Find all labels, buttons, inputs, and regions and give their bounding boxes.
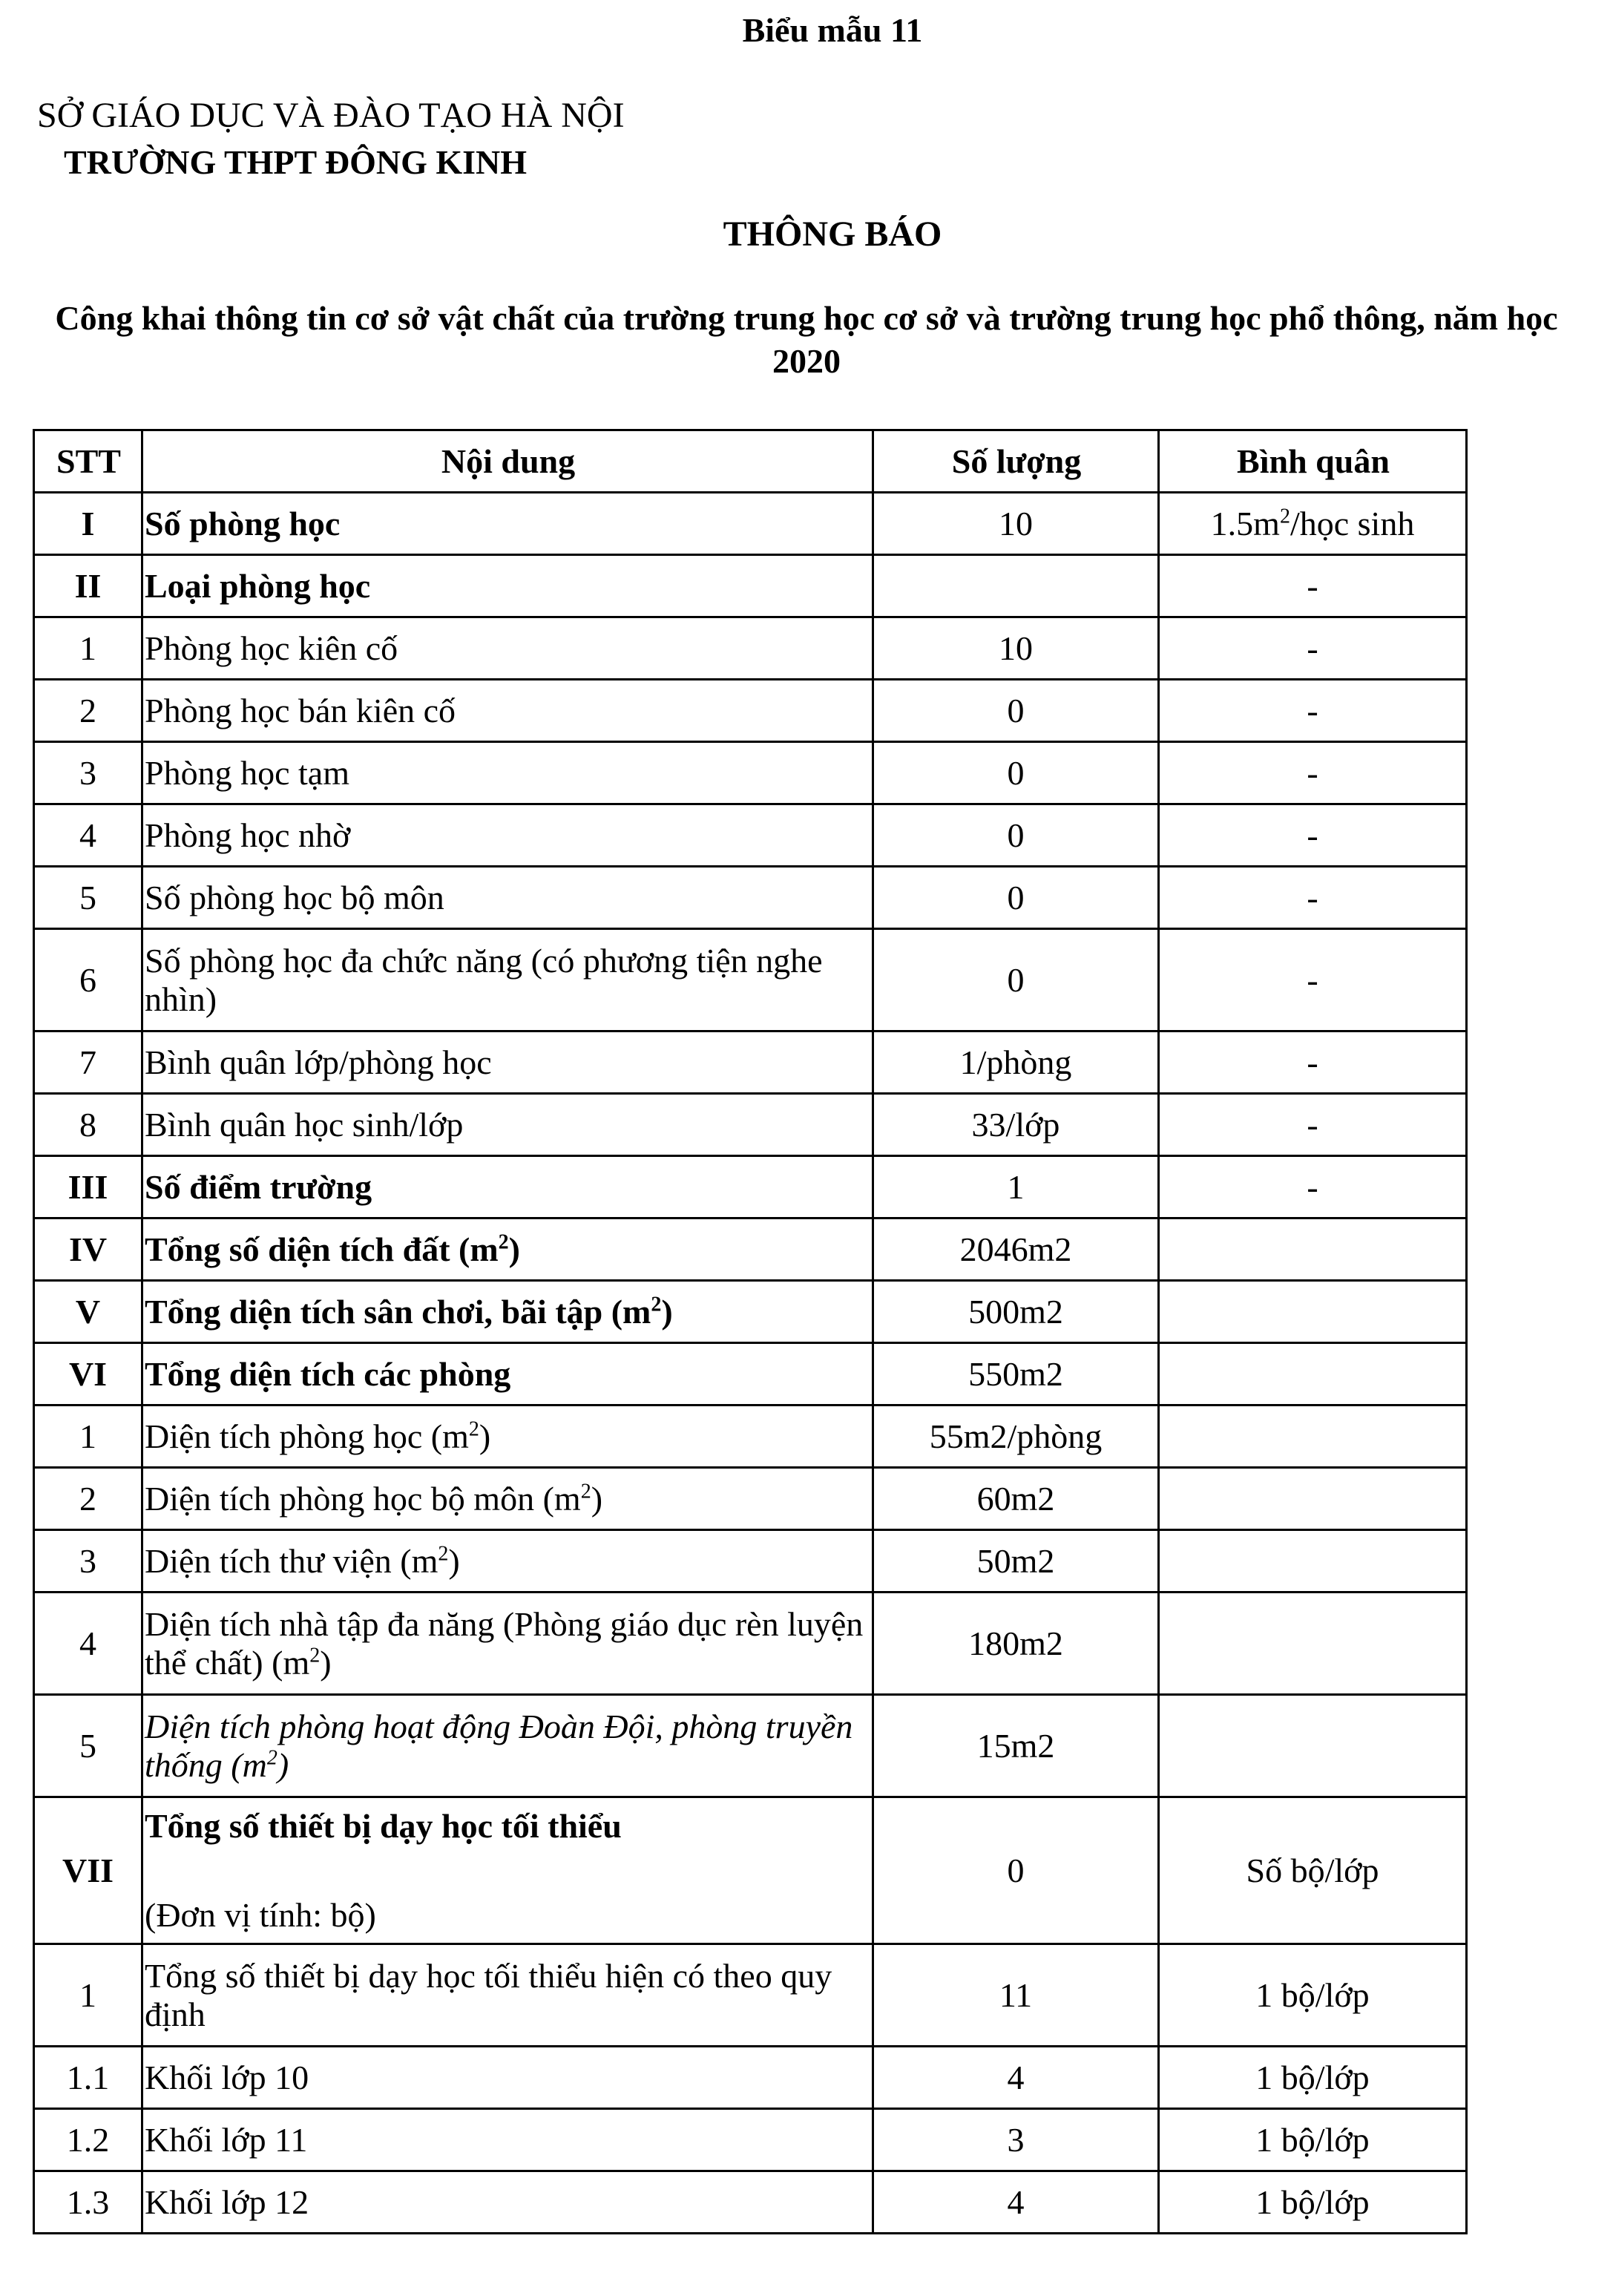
row-stt: 1 <box>34 617 142 680</box>
row-content <box>142 1281 873 1343</box>
table-row <box>34 929 1467 1031</box>
row-average: - <box>1159 680 1467 742</box>
row-content <box>142 1695 873 1797</box>
row-content: Bình quân lớp/phòng học <box>142 1031 873 1094</box>
row-quantity: 1 <box>873 1156 1159 1218</box>
row-average: Số bộ/lớp <box>1159 1797 1467 1944</box>
table-row <box>34 1797 1467 1944</box>
content-suffix: ) <box>448 1541 460 1580</box>
row-content: Bình quân học sinh/lớp <box>142 1094 873 1156</box>
row-average <box>1159 1695 1467 1797</box>
row-average <box>1159 1281 1467 1343</box>
row-content <box>142 1530 873 1593</box>
row-average: - <box>1159 867 1467 929</box>
row-average <box>1159 493 1467 555</box>
content-text: Tổng số diện tích đất (m <box>145 1230 499 1268</box>
table-row <box>34 867 1467 929</box>
row-quantity: 0 <box>873 804 1159 867</box>
row-average: - <box>1159 1094 1467 1156</box>
row-content <box>142 1218 873 1281</box>
table-row <box>34 804 1467 867</box>
row-average: - <box>1159 555 1467 617</box>
row-stt: 1 <box>34 1406 142 1468</box>
row-stt: 2 <box>34 1468 142 1530</box>
row-content <box>142 1468 873 1530</box>
row-quantity: 50m2 <box>873 1530 1159 1593</box>
row-quantity: 0 <box>873 929 1159 1031</box>
department-name: SỞ GIÁO DỤC VÀ ĐÀO TẠO HÀ NỘI <box>37 96 625 135</box>
content-text: Diện tích nhà tập đa năng (Phòng giáo dục rèn luyện thể chất) (m <box>145 1604 864 1682</box>
content-superscript: 2 <box>309 1644 321 1667</box>
form-label: Biểu mẫu 11 <box>742 11 923 49</box>
school-name: TRƯỜNG THPT ĐÔNG KINH <box>64 143 528 181</box>
row-content: Phòng học kiên cố <box>142 617 873 680</box>
content-suffix: ) <box>591 1479 603 1518</box>
table-row <box>34 1094 1467 1156</box>
row-content <box>142 1593 873 1695</box>
row-quantity: 0 <box>873 680 1159 742</box>
table-row <box>34 1281 1467 1343</box>
row-average: - <box>1159 929 1467 1031</box>
row-stt: 2 <box>34 680 142 742</box>
row-content: Khối lớp 11 <box>142 2109 873 2171</box>
table-row <box>34 1468 1467 1530</box>
row-quantity <box>873 555 1159 617</box>
row-stt: 3 <box>34 1530 142 1593</box>
row-average: 1 bộ/lớp <box>1159 1944 1467 2047</box>
content-text: Diện tích phòng học bộ môn (m <box>145 1479 581 1518</box>
row-stt: 3 <box>34 742 142 804</box>
table-header-row <box>34 430 1467 493</box>
table-row <box>34 1156 1467 1218</box>
row-content: Phòng học bán kiên cố <box>142 680 873 742</box>
row-average <box>1159 1530 1467 1593</box>
row-stt: 5 <box>34 1695 142 1797</box>
row-quantity: 180m2 <box>873 1593 1159 1695</box>
row-stt: 7 <box>34 1031 142 1094</box>
row-content <box>142 1797 873 1944</box>
row-quantity: 1/phòng <box>873 1031 1159 1094</box>
row-content: Phòng học nhờ <box>142 804 873 867</box>
row-average: 1 bộ/lớp <box>1159 2171 1467 2234</box>
row-quantity: 500m2 <box>873 1281 1159 1343</box>
row-stt: II <box>34 555 142 617</box>
row-quantity: 0 <box>873 1797 1159 1944</box>
row-stt: 1.1 <box>34 2047 142 2109</box>
table-row <box>34 2047 1467 2109</box>
content-suffix: ) <box>661 1292 673 1331</box>
row-stt: 1.3 <box>34 2171 142 2234</box>
table-row <box>34 2171 1467 2234</box>
row-content: Số phòng học <box>142 493 873 555</box>
table-row <box>34 1406 1467 1468</box>
table-row <box>34 680 1467 742</box>
table-row <box>34 1343 1467 1406</box>
content-superscript: 2 <box>266 1746 277 1770</box>
row-stt: 4 <box>34 804 142 867</box>
row-stt: I <box>34 493 142 555</box>
row-average <box>1159 1218 1467 1281</box>
row-average: - <box>1159 1156 1467 1218</box>
row-stt: VII <box>34 1797 142 1944</box>
row-quantity: 60m2 <box>873 1468 1159 1530</box>
row-stt: IV <box>34 1218 142 1281</box>
row-quantity: 3 <box>873 2109 1159 2171</box>
header-average: Bình quân <box>1159 430 1467 493</box>
avg-superscript: 2 <box>1279 505 1290 528</box>
row-quantity: 55m2/phòng <box>873 1406 1159 1468</box>
row-quantity: 550m2 <box>873 1343 1159 1406</box>
row-stt: V <box>34 1281 142 1343</box>
table-row <box>34 555 1467 617</box>
row-average: - <box>1159 617 1467 680</box>
row-average <box>1159 1593 1467 1695</box>
row-quantity: 0 <box>873 742 1159 804</box>
row-content <box>142 1406 873 1468</box>
row-quantity: 10 <box>873 493 1159 555</box>
row-quantity: 33/lớp <box>873 1094 1159 1156</box>
row-average <box>1159 1343 1467 1406</box>
content-superscript: 2 <box>438 1542 449 1566</box>
header-stt: STT <box>34 430 142 493</box>
row-average: 1 bộ/lớp <box>1159 2109 1467 2171</box>
row-stt: III <box>34 1156 142 1218</box>
row-stt: 1 <box>34 1944 142 2047</box>
content-text: Diện tích phòng hoạt động Đoàn Đội, phòng truyền thống (m <box>145 1707 853 1784</box>
row-stt: 1.2 <box>34 2109 142 2171</box>
notice-subtitle: Công khai thông tin cơ sở vật chất của trường trung học cơ sở và trường trung học phổ thông, năm học 2020 <box>55 299 1558 380</box>
row-average <box>1159 1406 1467 1468</box>
header-quantity: Số lượng <box>873 430 1159 493</box>
header-content: Nội dung <box>142 430 873 493</box>
row-average: 1 bộ/lớp <box>1159 2047 1467 2109</box>
content-suffix: ) <box>277 1745 289 1784</box>
row-content: Số phòng học bộ môn <box>142 867 873 929</box>
row-quantity: 10 <box>873 617 1159 680</box>
row-content: Số điểm trường <box>142 1156 873 1218</box>
row-average: - <box>1159 804 1467 867</box>
content-note: (Đơn vị tính: bộ) <box>145 1895 376 1934</box>
row-quantity: 11 <box>873 1944 1159 2047</box>
row-quantity: 4 <box>873 2171 1159 2234</box>
row-stt: 4 <box>34 1593 142 1695</box>
notice-title: THÔNG BÁO <box>723 214 942 254</box>
row-quantity: 4 <box>873 2047 1159 2109</box>
table-row <box>34 1530 1467 1593</box>
content-suffix: ) <box>479 1417 491 1455</box>
table-row <box>34 2109 1467 2171</box>
row-content: Phòng học tạm <box>142 742 873 804</box>
content-text: Diện tích phòng học (m <box>145 1417 469 1455</box>
avg-suffix: /học sinh <box>1290 504 1415 542</box>
content-superscript: 2 <box>468 1417 479 1441</box>
content-text: Diện tích thư viện (m <box>145 1541 438 1580</box>
table-row <box>34 1944 1467 2047</box>
row-average <box>1159 1468 1467 1530</box>
row-content: Số phòng học đa chức năng (có phương tiện nghe nhìn) <box>142 929 873 1031</box>
row-quantity: 15m2 <box>873 1695 1159 1797</box>
row-average: - <box>1159 742 1467 804</box>
content-superscript: 2 <box>498 1230 509 1254</box>
row-content: Loại phòng học <box>142 555 873 617</box>
table-row <box>34 1593 1467 1695</box>
avg-value: 1.5m <box>1210 504 1280 542</box>
row-stt: 6 <box>34 929 142 1031</box>
row-content: Khối lớp 10 <box>142 2047 873 2109</box>
content-suffix: ) <box>320 1643 332 1682</box>
table-row <box>34 1031 1467 1094</box>
table-row <box>34 493 1467 555</box>
row-stt: 8 <box>34 1094 142 1156</box>
table-row <box>34 1695 1467 1797</box>
content-superscript: 2 <box>651 1293 662 1316</box>
content-text: Tổng số thiết bị dạy học tối thiểu <box>145 1806 622 1845</box>
row-quantity: 0 <box>873 867 1159 929</box>
table-row <box>34 617 1467 680</box>
facilities-table <box>33 429 1468 2234</box>
row-stt: 5 <box>34 867 142 929</box>
table-row <box>34 742 1467 804</box>
content-superscript: 2 <box>580 1480 591 1503</box>
content-suffix: ) <box>508 1230 520 1268</box>
row-stt: VI <box>34 1343 142 1406</box>
row-content: Khối lớp 12 <box>142 2171 873 2234</box>
row-content: Tổng diện tích các phòng <box>142 1343 873 1406</box>
row-content: Tổng số thiết bị dạy học tối thiểu hiện có theo quy định <box>142 1944 873 2047</box>
row-quantity: 2046m2 <box>873 1218 1159 1281</box>
content-text: Tổng diện tích sân chơi, bãi tập (m <box>145 1292 651 1331</box>
table-row <box>34 1218 1467 1281</box>
row-average: - <box>1159 1031 1467 1094</box>
